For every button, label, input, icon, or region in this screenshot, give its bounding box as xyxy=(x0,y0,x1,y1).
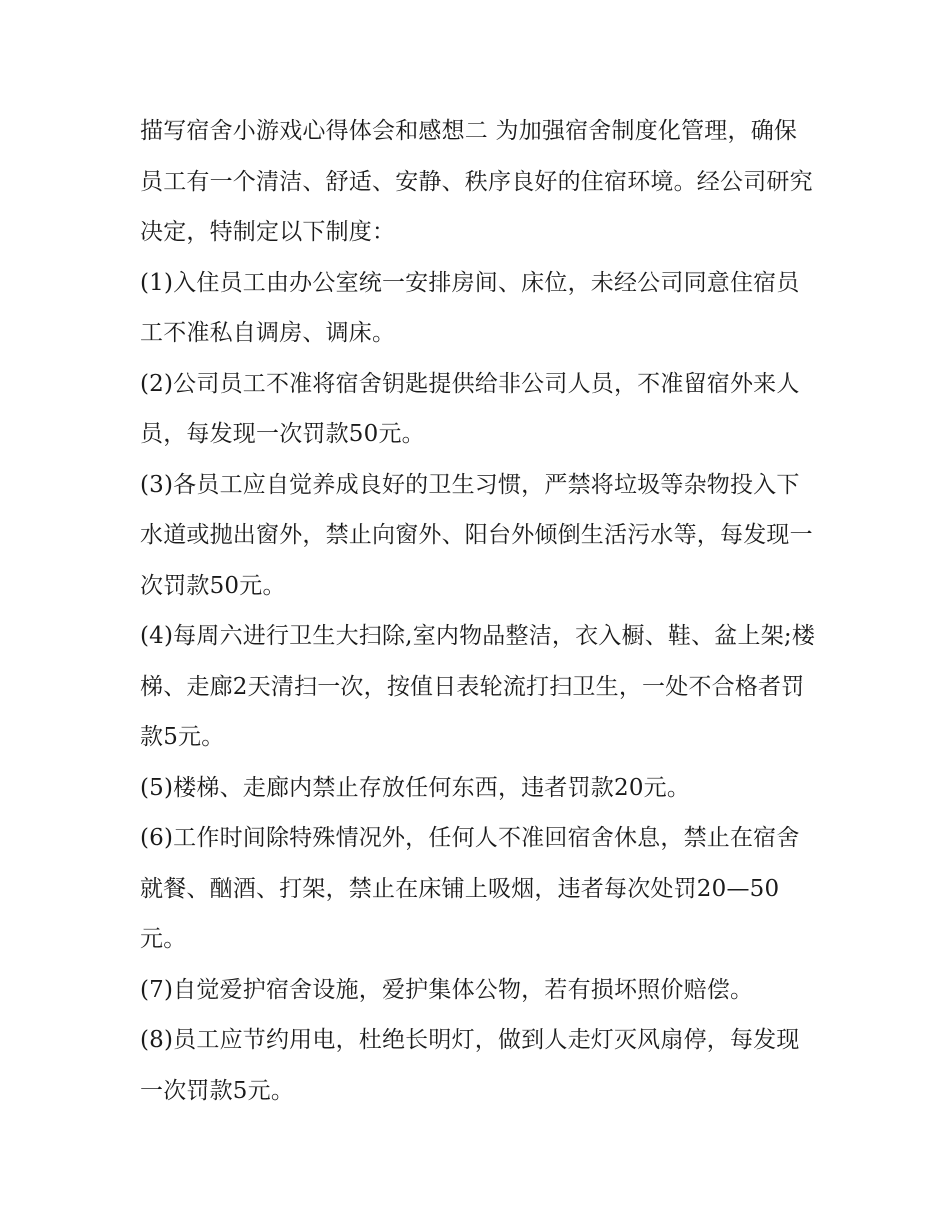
rule-5-paragraph: (5)楼梯、走廊内禁止存放任何东西，违者罚款20元。 xyxy=(140,774,691,801)
rule-4-paragraph: (4)每周六进行卫生大扫除,室内物品整洁，衣入橱、鞋、盆上架;楼梯、走廊2天清扫一次，按值日表轮流打扫卫生，一处不合格者罚款5元。 xyxy=(140,623,816,750)
document-body xyxy=(140,106,820,1116)
intro-paragraph: 描写宿舍小游戏心得体会和感想二 为加强宿舍制度化管理，确保员工有一个清洁、舒适、安静、秩序良好的住宿环境。经公司研究决定，特制定以下制度： xyxy=(140,118,813,245)
rule-6-paragraph: (6)工作时间除特殊情况外，任何人不准回宿舍休息，禁止在宿舍就餐、酗酒、打架，禁止在床铺上吸烟，违者每次处罚20—50元。 xyxy=(140,825,800,952)
rule-3-paragraph: (3)各员工应自觉养成良好的卫生习惯，严禁将垃圾等杂物投入下水道或抛出窗外，禁止向窗外、阳台外倾倒生活污水等，每发现一次罚款50元。 xyxy=(140,471,813,599)
rule-1-paragraph: (1)入住员工由办公室统一安排房间、床位，未经公司同意住宿员工不准私自调房、调床。 xyxy=(140,269,800,346)
rule-8-paragraph: (8)员工应节约用电，杜绝长明灯，做到人走灯灭风扇停，每发现一次罚款5元。 xyxy=(140,1027,800,1104)
rule-7-paragraph: (7)自觉爱护宿舍设施，爱护集体公物，若有损坏照价赔偿。 xyxy=(140,976,754,1003)
rule-2-paragraph: (2)公司员工不准将宿舍钥匙提供给非公司人员，不准留宿外来人员，每发现一次罚款50元。 xyxy=(140,370,800,447)
